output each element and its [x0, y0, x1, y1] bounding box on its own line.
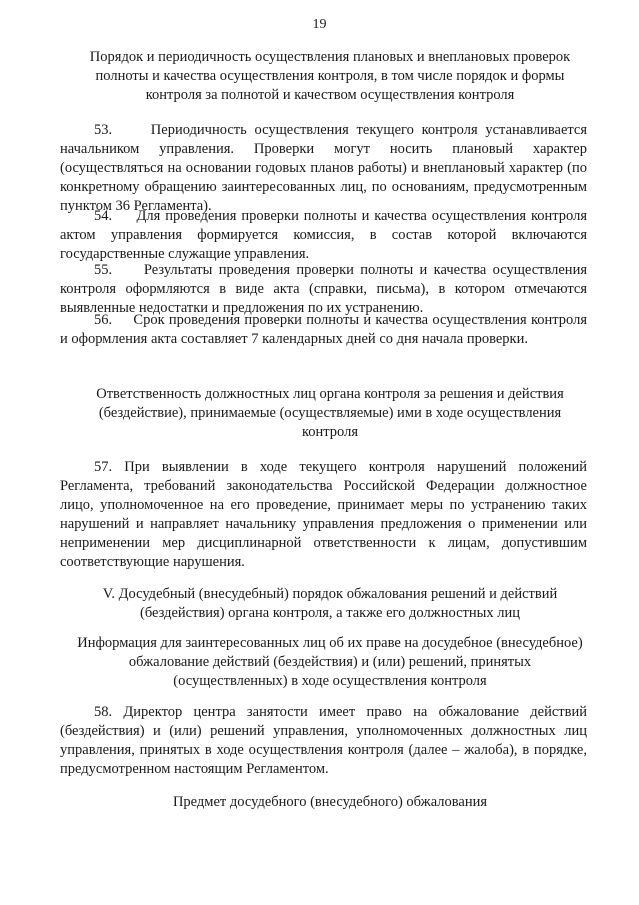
paragraph-58: 58. Директор центра занятости имеет право на обжалование действий (бездействия) и (или) решений управления, уполномоченных должностных лиц управления, принятых в ходе осуществления контроля (далее – жалоба), в порядке, предусмотренном настоящим Регламентом.: [60, 704, 587, 777]
chapter-heading-v: V. Досудебный (внесудебный) порядок обжалования решений и действий (бездействия) органа контроля, а также его должностных лиц: [102, 586, 558, 621]
section-heading-responsibility: Ответственность должностных лиц органа контроля за решения и действия (бездействие), принимаемые (осуществляемые) ими в ходе осуществления контроля: [96, 386, 564, 440]
section-heading-control-checks: Порядок и периодичность осуществления плановых и внеплановых проверок полноты и качества осуществления контроля, в том числе порядок и формы контроля за полнотой и качеством осуществления контроля: [89, 49, 571, 103]
paragraph-53: 53. Периодичность осуществления текущего контроля устанавливается начальником управления. Проверки могут носить плановый характер (осуществляться на основании годовых планов работы) и внеплановый характер (по конкретному обращению заинтересованных лиц, по основаниям, предусмотренным пунктом 36 Регламента).: [60, 122, 587, 214]
paragraph-57: 57. При выявлении в ходе текущего контроля нарушений положений Регламента, требований законодательства Российской Федерации должностное лицо, уполномоченное на его проведение, принимает меры по устранению таких нарушений и направляет начальнику управления предложения о применении или неприменении мер дисциплинарной ответственности к лицам, допустившим соответствующие нарушения.: [60, 459, 587, 570]
paragraph-54: 54. Для проведения проверки полноты и качества осуществления контроля актом управления формируется комиссия, в состав которой включаются государственные служащие управления.: [60, 208, 587, 262]
paragraph-55: 55. Результаты проведения проверки полноты и качества осуществления контроля оформляются в виде акта (справки, письма), в котором отмечаются выявленные недостатки и предложения по их устранению.: [60, 262, 587, 316]
section-heading-appeal-info: Информация для заинтересованных лиц об их праве на досудебное (внесудебное) обжалование действий (бездействия) и (или) решений, принятых (осуществленных) в ходе осуществления контроля: [77, 635, 583, 689]
page-number: 19: [312, 17, 327, 32]
section-heading-appeal-subject: Предмет досудебного (внесудебного) обжалования: [172, 794, 488, 810]
paragraph-56: 56. Срок проведения проверки полноты и качества осуществления контроля и оформления акта составляет 7 календарных дней со дня начала проверки.: [60, 312, 587, 347]
